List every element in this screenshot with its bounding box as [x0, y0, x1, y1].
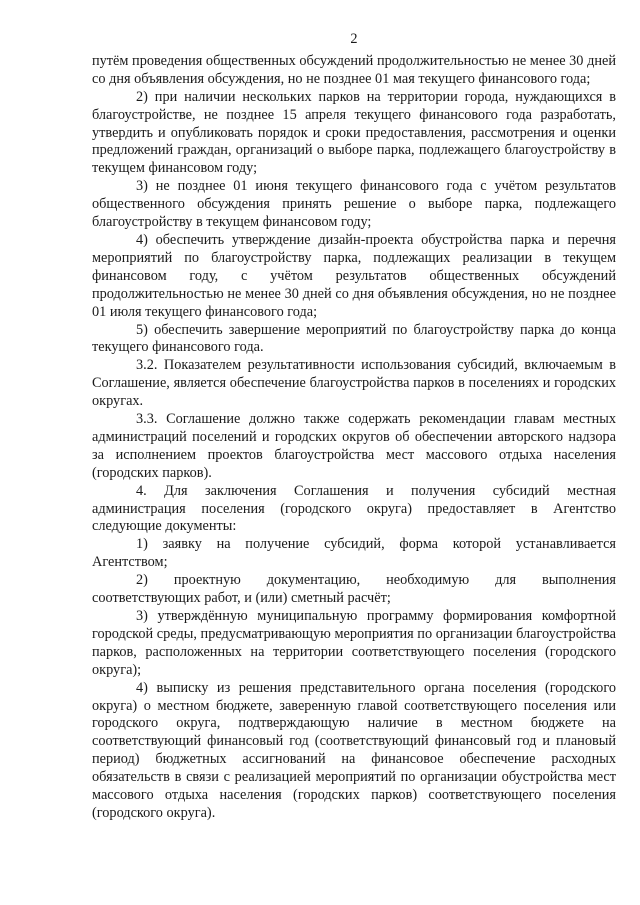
page-number: 2	[350, 31, 358, 47]
paragraph: 3.3. Соглашение должно также содержать рекомендации главам местных администраций поселений и городских округов об обеспечении авторского надзора за исполнением проектов благоустройства мест массового отдыха населения (городских парков).	[92, 411, 616, 481]
paragraph: 2) при наличии нескольких парков на территории города, нуждающихся в благоустройстве, не позднее 15 апреля текущего финансового года разработать, утвердить и опубликовать порядок и сроки предоставления, рассмотрения и оценки предложений граждан, организаций о выборе парка, подлежащего благоустройству в текущем финансовом году;	[92, 88, 616, 177]
document-body	[92, 53, 616, 823]
paragraph: 4. Для заключения Соглашения и получения субсидий местная администрация поселения (городского округа) предоставляет в Агентство следующие документы:	[92, 482, 616, 535]
paragraph: 3) утверждённую муниципальную программу формирования комфортной городской среды, предусматривающую мероприятия по организации благоустройства парков, расположенных на территории соответствующего поселения (городского округа);	[92, 608, 616, 678]
paragraph: путём проведения общественных обсуждений продолжительностью не менее 30 дней со дня объявления обсуждения, но не позднее 01 мая текущего финансового года;	[92, 52, 616, 87]
paragraph: 2) проектную документацию, необходимую для выполнения соответствующих работ, и (или) сметный расчёт;	[92, 572, 616, 607]
paragraph: 3) не позднее 01 июня текущего финансового года с учётом результатов общественного обсуждения принять решение о выборе парка, подлежащего благоустройству в текущем финансовом году;	[92, 178, 616, 231]
paragraph: 4) обеспечить утверждение дизайн-проекта обустройства парка и перечня мероприятий по благоустройству парка, подлежащих реализации в текущем финансовом году, с учётом результатов общественных обсуждений продолжительностью не менее 30 дней со дня объявления обсуждения, но не позднее 01 июля текущего финансового года;	[92, 231, 616, 320]
paragraph: 1) заявку на получение субсидий, форма которой устанавливается Агентством;	[92, 536, 616, 571]
paragraph: 3.2. Показателем результативности использования субсидий, включаемым в Соглашение, является обеспечение благоустройства парков в поселениях и городских округах.	[92, 357, 616, 410]
paragraph: 5) обеспечить завершение мероприятий по благоустройству парка до конца текущего финансового года.	[92, 321, 616, 356]
paragraph: 4) выписку из решения представительного органа поселения (городского округа) о местном бюджете, заверенную главой соответствующего поселения или городского округа, подтверждающую наличие в местном бюджете на соответствующий финансовый год (соответствующий финансовый год и плановый период) бюджетных ассигнований на финансовое обеспечение расходных обязательств в связи с реализацией мероприятий по организации обустройства мест массового отдыха населения (городских парков) соответствующего поселения (городского округа).	[92, 679, 616, 821]
